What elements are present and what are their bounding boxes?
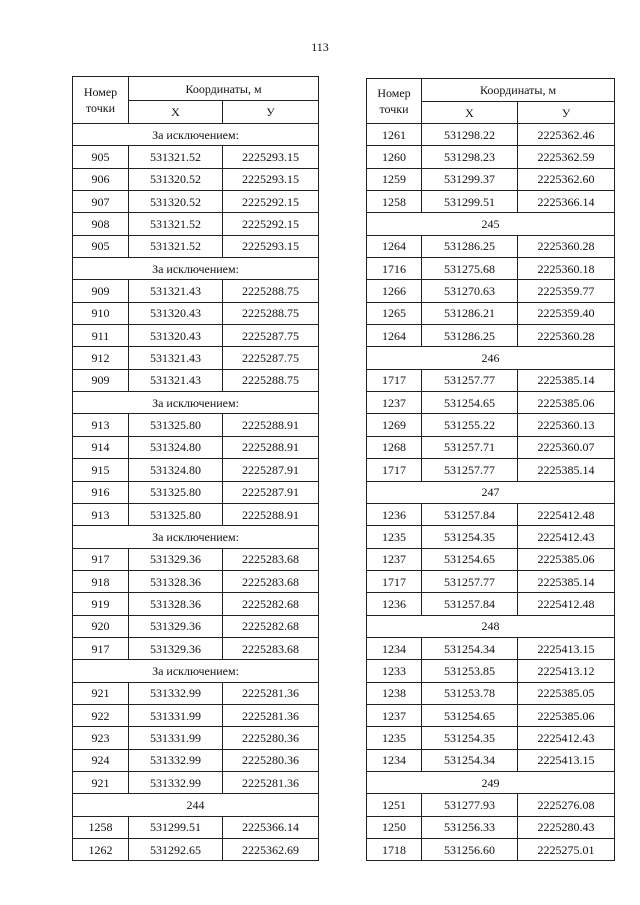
table-row	[73, 325, 319, 347]
y-coordinate-cell: 2225366.14	[223, 816, 319, 838]
y-coordinate-cell: 2225281.36	[223, 704, 319, 726]
table-row	[73, 369, 319, 391]
point-number-cell: 921	[73, 771, 129, 793]
y-coordinate-cell: 2225360.13	[518, 414, 615, 436]
y-coordinate-cell: 2225413.15	[518, 749, 615, 771]
x-coordinate-cell: 531255.22	[422, 414, 518, 436]
y-coordinate-cell: 2225366.14	[518, 191, 615, 213]
y-coordinate-cell: 2225280.43	[518, 816, 615, 838]
table-row	[73, 570, 319, 592]
point-number-cell: 1717	[367, 570, 422, 592]
section-row	[367, 615, 615, 637]
point-number-cell: 1238	[367, 682, 422, 704]
x-coordinate-cell: 531331.99	[129, 704, 223, 726]
table-row	[367, 727, 615, 749]
table-row	[367, 459, 615, 481]
table-row	[73, 347, 319, 369]
point-number-cell: 915	[73, 459, 129, 481]
x-coordinate-cell: 531332.99	[129, 682, 223, 704]
x-coordinate-cell: 531275.68	[422, 258, 518, 280]
x-coordinate-cell: 531256.33	[422, 816, 518, 838]
y-header: У	[518, 102, 615, 124]
y-coordinate-cell: 2225293.15	[223, 168, 319, 190]
coordinates-table-right	[366, 78, 615, 861]
x-coordinate-cell: 531286.25	[422, 235, 518, 257]
section-label: 248	[367, 615, 615, 637]
x-coordinate-cell: 531331.99	[129, 727, 223, 749]
page-number: 113	[311, 40, 329, 54]
section-row	[73, 392, 319, 414]
table-row	[367, 570, 615, 592]
y-coordinate-cell: 2225412.48	[518, 593, 615, 615]
y-coordinate-cell: 2225288.91	[223, 503, 319, 525]
x-coordinate-cell: 531254.65	[422, 548, 518, 570]
x-coordinate-cell: 531254.35	[422, 727, 518, 749]
point-number-cell: 1235	[367, 526, 422, 548]
y-coordinate-cell: 2225288.91	[223, 436, 319, 458]
section-row	[367, 481, 615, 503]
section-label: 247	[367, 481, 615, 503]
x-coordinate-cell: 531254.34	[422, 637, 518, 659]
y-coordinate-cell: 2225359.40	[518, 302, 615, 324]
point-number-cell: 1264	[367, 325, 422, 347]
point-number-cell: 1717	[367, 459, 422, 481]
table-row	[367, 526, 615, 548]
x-coordinate-cell: 531257.84	[422, 503, 518, 525]
table-row	[73, 749, 319, 771]
point-number-cell: 1269	[367, 414, 422, 436]
point-number-cell: 921	[73, 682, 129, 704]
x-coordinate-cell: 531321.43	[129, 369, 223, 391]
point-number-cell: 906	[73, 168, 129, 190]
table-row	[73, 302, 319, 324]
section-row	[73, 526, 319, 548]
y-coordinate-cell: 2225280.36	[223, 749, 319, 771]
point-number-cell: 919	[73, 593, 129, 615]
section-label: За исключением:	[73, 392, 319, 414]
y-coordinate-cell: 2225360.18	[518, 258, 615, 280]
table-row	[73, 459, 319, 481]
x-coordinate-cell: 531298.23	[422, 146, 518, 168]
point-number-cell: 1237	[367, 392, 422, 414]
table-row	[367, 302, 615, 324]
y-coordinate-cell: 2225292.15	[223, 213, 319, 235]
point-number-cell: 1261	[367, 124, 422, 146]
table-row	[73, 235, 319, 257]
point-number-cell: 1268	[367, 436, 422, 458]
table-row	[73, 280, 319, 302]
x-coordinate-cell: 531328.36	[129, 570, 223, 592]
point-number-cell: 1237	[367, 704, 422, 726]
point-number-cell: 913	[73, 503, 129, 525]
point-number-header: Номер точки	[73, 77, 129, 124]
y-coordinate-cell: 2225282.68	[223, 615, 319, 637]
y-coordinate-cell: 2225360.28	[518, 325, 615, 347]
point-number-cell: 1258	[73, 816, 129, 838]
x-coordinate-cell: 531320.43	[129, 325, 223, 347]
header-row	[73, 77, 319, 101]
section-label: 249	[367, 771, 615, 793]
table-row	[367, 392, 615, 414]
table-row	[367, 794, 615, 816]
table-row	[73, 146, 319, 168]
table-row	[367, 124, 615, 146]
y-coordinate-cell: 2225293.15	[223, 146, 319, 168]
point-number-cell: 913	[73, 414, 129, 436]
section-row	[367, 771, 615, 793]
x-coordinate-cell: 531254.65	[422, 392, 518, 414]
x-coordinate-cell: 531299.51	[422, 191, 518, 213]
x-coordinate-cell: 531324.80	[129, 459, 223, 481]
x-coordinate-cell: 531320.52	[129, 168, 223, 190]
section-label: За исключением:	[73, 258, 319, 280]
x-coordinate-cell: 531321.52	[129, 213, 223, 235]
y-coordinate-cell: 2225413.12	[518, 660, 615, 682]
x-coordinate-cell: 531321.52	[129, 235, 223, 257]
x-coordinate-cell: 531320.43	[129, 302, 223, 324]
y-header: У	[223, 101, 319, 124]
section-row	[73, 124, 319, 146]
point-number-cell: 923	[73, 727, 129, 749]
point-number-cell: 1234	[367, 637, 422, 659]
table-row	[367, 839, 615, 861]
y-coordinate-cell: 2225360.28	[518, 235, 615, 257]
y-coordinate-cell: 2225385.14	[518, 459, 615, 481]
section-label: За исключением:	[73, 124, 319, 146]
point-number-cell: 909	[73, 369, 129, 391]
table-row	[367, 548, 615, 570]
table-row	[367, 704, 615, 726]
point-number-cell: 1265	[367, 302, 422, 324]
y-coordinate-cell: 2225292.15	[223, 191, 319, 213]
x-coordinate-cell: 531332.99	[129, 771, 223, 793]
y-coordinate-cell: 2225288.91	[223, 414, 319, 436]
y-coordinate-cell: 2225360.07	[518, 436, 615, 458]
y-coordinate-cell: 2225288.75	[223, 369, 319, 391]
x-coordinate-cell: 531325.80	[129, 503, 223, 525]
point-number-cell: 1260	[367, 146, 422, 168]
section-row	[367, 213, 615, 235]
x-coordinate-cell: 531257.77	[422, 369, 518, 391]
table-row	[73, 168, 319, 190]
coordinates-header: Координаты, м	[422, 79, 615, 102]
y-coordinate-cell: 2225275.01	[518, 839, 615, 861]
y-coordinate-cell: 2225276.08	[518, 794, 615, 816]
table-row	[73, 704, 319, 726]
table-row	[73, 727, 319, 749]
x-coordinate-cell: 531257.84	[422, 593, 518, 615]
coordinates-header: Координаты, м	[129, 77, 319, 101]
table-row	[367, 503, 615, 525]
x-coordinate-cell: 531325.80	[129, 414, 223, 436]
table-row	[367, 414, 615, 436]
table-row	[367, 258, 615, 280]
x-coordinate-cell: 531286.25	[422, 325, 518, 347]
y-coordinate-cell: 2225362.46	[518, 124, 615, 146]
header-row	[367, 79, 615, 102]
table-body-right	[367, 79, 615, 861]
x-coordinate-cell: 531324.80	[129, 436, 223, 458]
point-number-cell: 922	[73, 704, 129, 726]
table-row	[73, 414, 319, 436]
y-coordinate-cell: 2225362.60	[518, 168, 615, 190]
table-row	[73, 593, 319, 615]
point-number-cell: 924	[73, 749, 129, 771]
y-coordinate-cell: 2225281.36	[223, 682, 319, 704]
table-row	[73, 816, 319, 838]
x-header: X	[422, 102, 518, 124]
table-row	[73, 637, 319, 659]
section-label: 245	[367, 213, 615, 235]
point-number-cell: 914	[73, 436, 129, 458]
table-row	[73, 481, 319, 503]
x-coordinate-cell: 531256.60	[422, 839, 518, 861]
x-coordinate-cell: 531254.65	[422, 704, 518, 726]
point-number-cell: 905	[73, 235, 129, 257]
x-coordinate-cell: 531277.93	[422, 794, 518, 816]
y-coordinate-cell: 2225283.68	[223, 570, 319, 592]
coordinates-table-left	[72, 76, 319, 861]
x-coordinate-cell: 531254.35	[422, 526, 518, 548]
table-row	[73, 839, 319, 861]
y-coordinate-cell: 2225288.75	[223, 302, 319, 324]
x-coordinate-cell: 531328.36	[129, 593, 223, 615]
y-coordinate-cell: 2225385.06	[518, 704, 615, 726]
y-coordinate-cell: 2225281.36	[223, 771, 319, 793]
x-coordinate-cell: 531254.34	[422, 749, 518, 771]
y-coordinate-cell: 2225287.91	[223, 459, 319, 481]
table-row	[73, 615, 319, 637]
x-coordinate-cell: 531329.36	[129, 548, 223, 570]
point-number-cell: 1250	[367, 816, 422, 838]
x-coordinate-cell: 531329.36	[129, 637, 223, 659]
point-number-cell: 917	[73, 637, 129, 659]
y-coordinate-cell: 2225362.69	[223, 839, 319, 861]
table-row	[367, 816, 615, 838]
table-row	[73, 191, 319, 213]
point-number-cell: 907	[73, 191, 129, 213]
y-coordinate-cell: 2225385.06	[518, 548, 615, 570]
point-number-cell: 1236	[367, 593, 422, 615]
table-row	[73, 503, 319, 525]
section-row	[73, 660, 319, 682]
x-coordinate-cell: 531286.21	[422, 302, 518, 324]
section-row	[73, 794, 319, 816]
x-coordinate-cell: 531321.52	[129, 146, 223, 168]
x-coordinate-cell: 531253.85	[422, 660, 518, 682]
x-coordinate-cell: 531325.80	[129, 481, 223, 503]
y-coordinate-cell: 2225283.68	[223, 548, 319, 570]
point-number-cell: 1266	[367, 280, 422, 302]
y-coordinate-cell: 2225385.14	[518, 369, 615, 391]
y-coordinate-cell: 2225385.06	[518, 392, 615, 414]
table-row	[73, 436, 319, 458]
y-coordinate-cell: 2225385.05	[518, 682, 615, 704]
section-label: За исключением:	[73, 660, 319, 682]
y-coordinate-cell: 2225412.43	[518, 526, 615, 548]
table-row	[367, 749, 615, 771]
y-coordinate-cell: 2225287.75	[223, 347, 319, 369]
point-number-cell: 920	[73, 615, 129, 637]
x-coordinate-cell: 531257.77	[422, 459, 518, 481]
point-number-cell: 1262	[73, 839, 129, 861]
table-row	[73, 548, 319, 570]
table-row	[73, 213, 319, 235]
table-row	[367, 235, 615, 257]
point-number-cell: 905	[73, 146, 129, 168]
point-number-cell: 1258	[367, 191, 422, 213]
point-number-cell: 918	[73, 570, 129, 592]
point-number-cell: 1236	[367, 503, 422, 525]
x-coordinate-cell: 531321.43	[129, 280, 223, 302]
point-number-header: Номер точки	[367, 79, 422, 124]
x-coordinate-cell: 531257.77	[422, 570, 518, 592]
point-number-cell: 1235	[367, 727, 422, 749]
section-row	[367, 347, 615, 369]
point-number-cell: 908	[73, 213, 129, 235]
x-coordinate-cell: 531321.43	[129, 347, 223, 369]
point-number-cell: 909	[73, 280, 129, 302]
table-row	[367, 682, 615, 704]
x-coordinate-cell: 531332.99	[129, 749, 223, 771]
x-header: X	[129, 101, 223, 124]
x-coordinate-cell: 531257.71	[422, 436, 518, 458]
point-number-cell: 911	[73, 325, 129, 347]
y-coordinate-cell: 2225287.75	[223, 325, 319, 347]
table-row	[367, 168, 615, 190]
x-coordinate-cell: 531292.65	[129, 839, 223, 861]
point-number-cell: 1264	[367, 235, 422, 257]
table-row	[367, 191, 615, 213]
x-coordinate-cell: 531253.78	[422, 682, 518, 704]
point-number-cell: 916	[73, 481, 129, 503]
section-label: 246	[367, 347, 615, 369]
point-number-cell: 917	[73, 548, 129, 570]
table-row	[367, 280, 615, 302]
y-coordinate-cell: 2225287.91	[223, 481, 319, 503]
y-coordinate-cell: 2225362.59	[518, 146, 615, 168]
x-coordinate-cell: 531298.22	[422, 124, 518, 146]
point-number-cell: 910	[73, 302, 129, 324]
table-body-left	[73, 77, 319, 861]
table-row	[73, 682, 319, 704]
y-coordinate-cell: 2225280.36	[223, 727, 319, 749]
x-coordinate-cell: 531329.36	[129, 615, 223, 637]
table-row	[367, 146, 615, 168]
point-number-cell: 1718	[367, 839, 422, 861]
table-row	[367, 369, 615, 391]
point-number-cell: 1237	[367, 548, 422, 570]
section-label: За исключением:	[73, 526, 319, 548]
section-label: 244	[73, 794, 319, 816]
y-coordinate-cell: 2225385.14	[518, 570, 615, 592]
point-number-cell: 1716	[367, 258, 422, 280]
table-row	[367, 436, 615, 458]
x-coordinate-cell: 531320.52	[129, 191, 223, 213]
section-row	[73, 258, 319, 280]
y-coordinate-cell: 2225359.77	[518, 280, 615, 302]
y-coordinate-cell: 2225293.15	[223, 235, 319, 257]
point-number-cell: 1251	[367, 794, 422, 816]
table-row	[73, 771, 319, 793]
y-coordinate-cell: 2225288.75	[223, 280, 319, 302]
y-coordinate-cell: 2225283.68	[223, 637, 319, 659]
table-row	[367, 637, 615, 659]
y-coordinate-cell: 2225412.48	[518, 503, 615, 525]
y-coordinate-cell: 2225413.15	[518, 637, 615, 659]
point-number-cell: 912	[73, 347, 129, 369]
point-number-cell: 1234	[367, 749, 422, 771]
y-coordinate-cell: 2225412.43	[518, 727, 615, 749]
point-number-cell: 1717	[367, 369, 422, 391]
y-coordinate-cell: 2225282.68	[223, 593, 319, 615]
x-coordinate-cell: 531299.37	[422, 168, 518, 190]
table-row	[367, 660, 615, 682]
x-coordinate-cell: 531270.63	[422, 280, 518, 302]
table-row	[367, 593, 615, 615]
x-coordinate-cell: 531299.51	[129, 816, 223, 838]
point-number-cell: 1259	[367, 168, 422, 190]
table-row	[367, 325, 615, 347]
point-number-cell: 1233	[367, 660, 422, 682]
